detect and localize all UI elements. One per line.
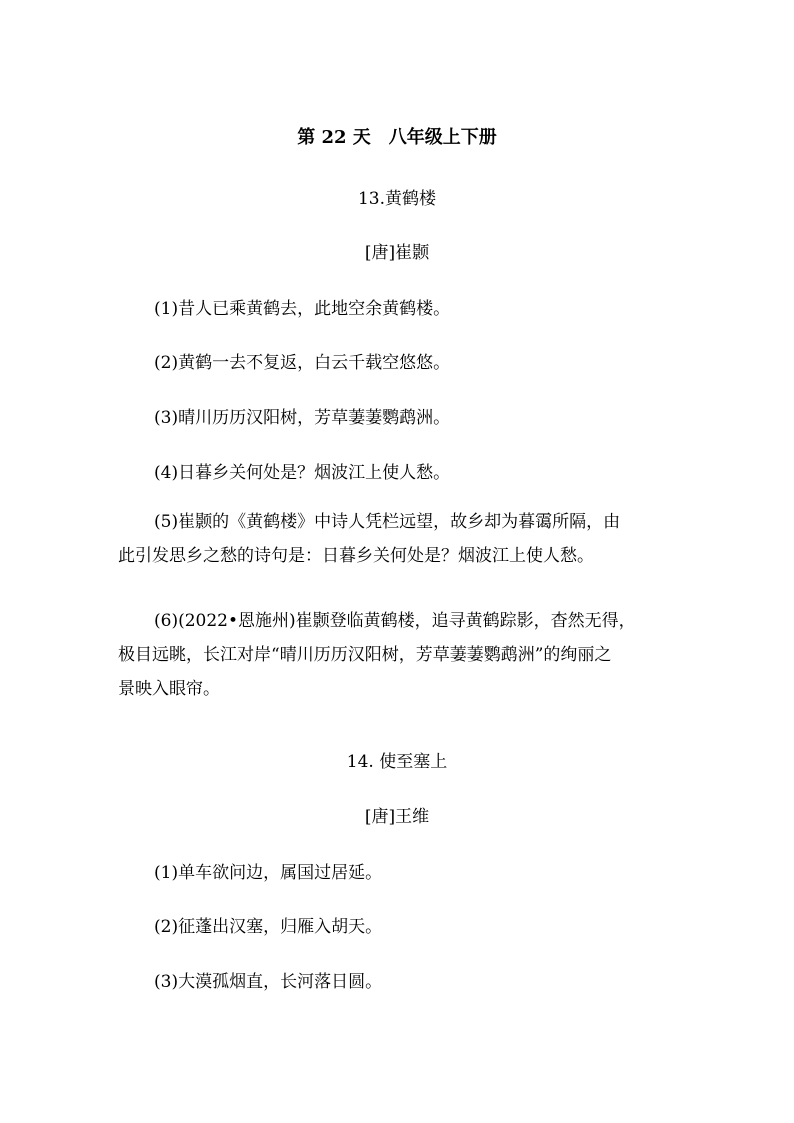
poem-title-shizhisaishang: 14. 使至塞上 (346, 752, 448, 772)
poem-line: (2)黄鹤一去不复返，白云千载空悠悠。 (154, 353, 451, 373)
paragraph-line: (5)崔颢的《黄鹤楼》中诗人凭栏远望，故乡却为暮霭所隔，由 (154, 512, 621, 532)
poem-line: (2)征蓬出汉塞，归雁入胡天。 (154, 917, 383, 937)
poem-author-wangwei: [唐]王维 (364, 807, 430, 827)
poem-line: (1)单车欲问边，属国过居延。 (154, 863, 383, 883)
paragraph-question-5 (118, 505, 678, 573)
poem-line: (3)晴川历历汉阳树，芳草萋萋鹦鹉洲。 (154, 408, 451, 428)
paragraph-question-6 (118, 604, 678, 706)
poem-line: (4)日暮乡关何处是？烟波江上使人愁。 (154, 463, 451, 483)
paragraph-line: (6)(2022•恩施州)崔颢登临黄鹤楼，追寻黄鹤踪影，杳然无得， (154, 611, 636, 631)
paragraph-line: 景映入眼帘。 (118, 679, 220, 699)
poem-title-huanghelou: 13.黄鹤楼 (357, 189, 437, 209)
page-title: 第 22 天 八年级上下册 (297, 127, 497, 148)
paragraph-line: 极目远眺，长江对岸“晴川历历汉阳树，芳草萋萋鹦鹉洲”的绚丽之 (118, 645, 612, 665)
paragraph-line: 此引发思乡之愁的诗句是：日暮乡关何处是？烟波江上使人愁。 (118, 546, 594, 566)
poem-author-cuihao: [唐]崔颢 (364, 243, 430, 263)
poem-line: (1)昔人已乘黄鹤去，此地空余黄鹤楼。 (154, 299, 451, 319)
poem-line: (3)大漠孤烟直，长河落日圆。 (154, 972, 383, 992)
